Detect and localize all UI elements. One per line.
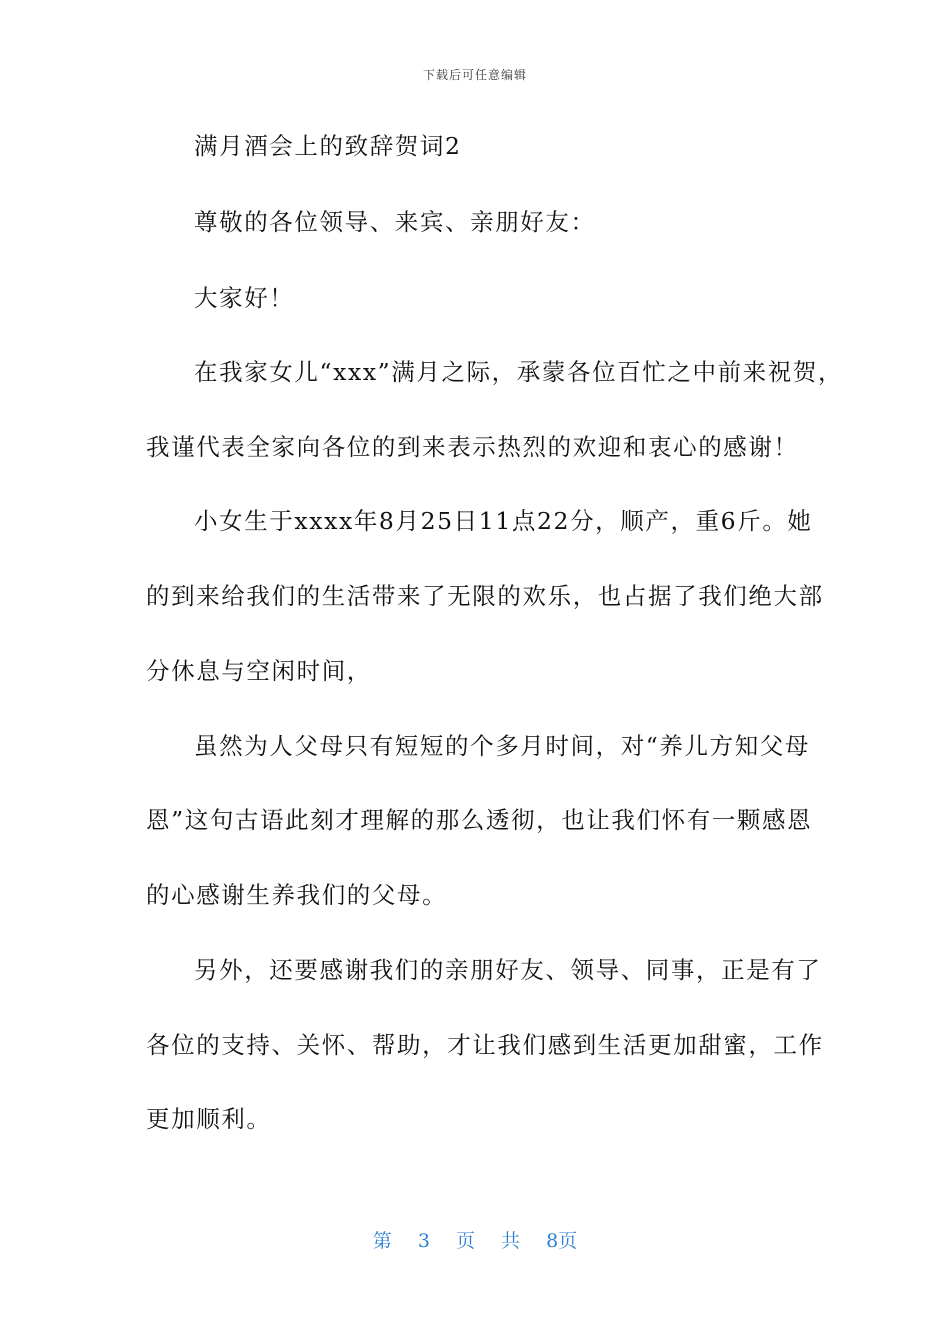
- header-note: 下载后可任意编辑: [422, 68, 527, 82]
- footer-page-unit: 页: [455, 1230, 475, 1252]
- paragraph-3-line-2: 恩”这句古语此刻才理解的那么透彻，也让我们怀有一颗感恩: [146, 806, 813, 834]
- paragraph-2-line-1: 小女生于xxxx年8月25日11点22分，顺产，重6斤。她: [194, 507, 813, 535]
- paragraph-4-line-1: 另外，还要感谢我们的亲朋好友、领导、同事，正是有了: [194, 956, 822, 984]
- paragraph-4-line-2: 各位的支持、关怀、帮助，才让我们感到生活更加甜蜜，工作: [146, 1031, 824, 1059]
- greeting: 大家好！: [194, 284, 295, 312]
- paragraph-2-line-2: 的到来给我们的生活带来了无限的欢乐，也占据了我们绝大部: [146, 582, 824, 610]
- paragraph-1-line-1: 在我家女儿“xxx”满月之际，承蒙各位百忙之中前来祝贺，: [194, 358, 844, 386]
- footer-prefix: 第: [372, 1230, 392, 1252]
- footer-page-number: 3: [417, 1230, 430, 1252]
- paragraph-2-line-3: 分休息与空闲时间，: [146, 657, 372, 685]
- salutation: 尊敬的各位领导、来宾、亲朋好友：: [194, 208, 596, 236]
- paragraph-3-line-3: 的心感谢生养我们的父母。: [146, 881, 448, 909]
- paragraph-4-line-3: 更加顺利。: [146, 1105, 272, 1133]
- document-title: 满月酒会上的致辞贺词2: [194, 132, 462, 160]
- footer-total-pages: 8页: [546, 1230, 578, 1252]
- page-footer: [0, 1226, 950, 1253]
- paragraph-1-line-2: 我谨代表全家向各位的到来表示热烈的欢迎和衷心的感谢！: [146, 433, 799, 461]
- paragraph-3-line-1: 虽然为人父母只有短短的个多月时间，对“养儿方知父母: [194, 732, 811, 760]
- footer-total-prefix: 共: [501, 1230, 521, 1252]
